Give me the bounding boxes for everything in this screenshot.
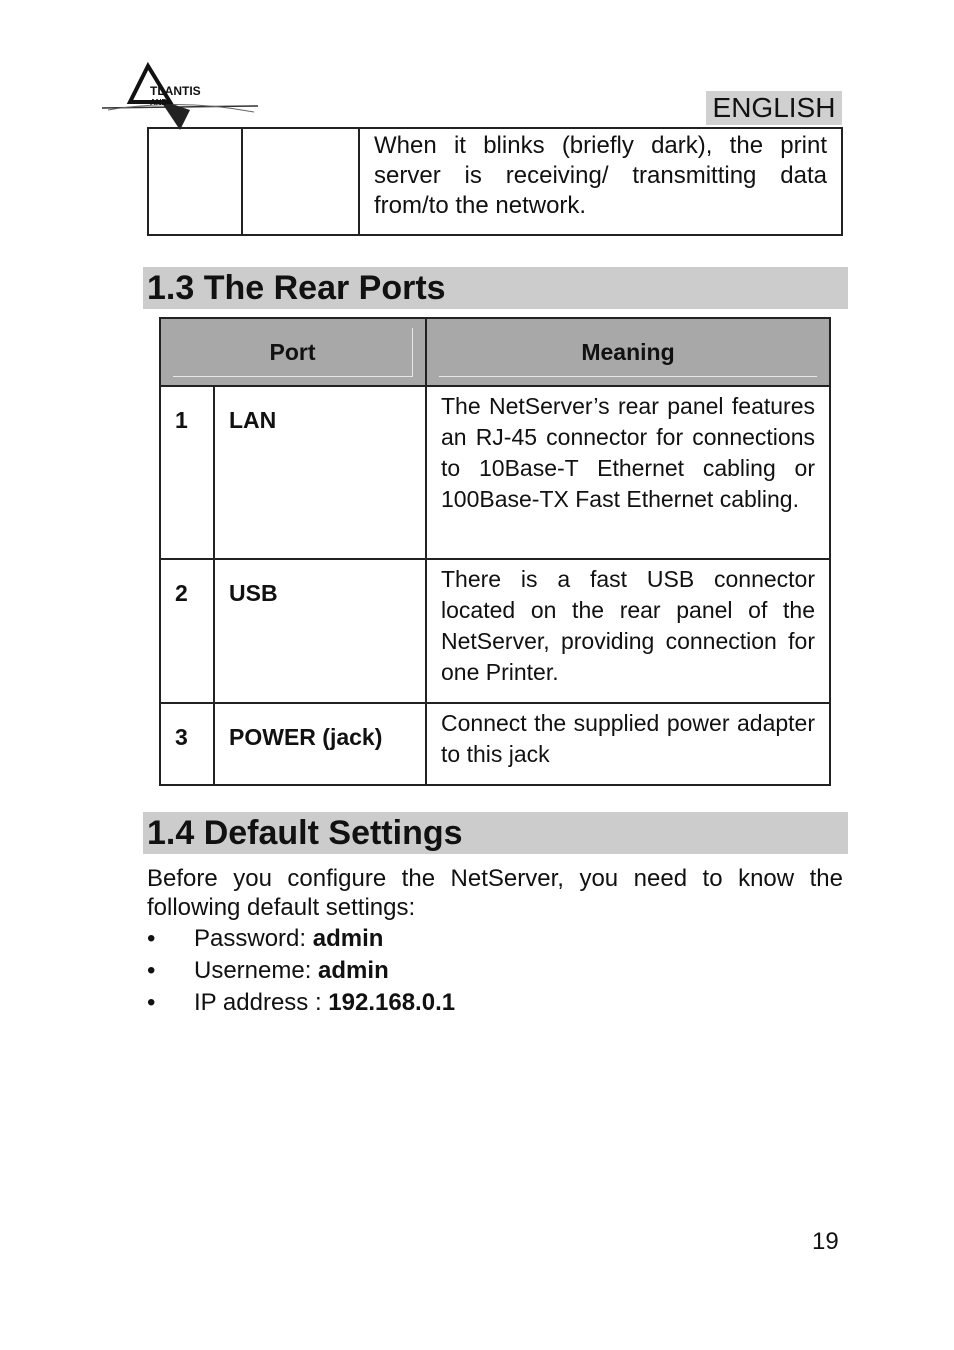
bullet-icon: • — [147, 925, 156, 952]
setting-label: IP address : — [194, 989, 329, 1016]
bullet-icon: • — [147, 957, 156, 984]
list-item — [147, 955, 455, 987]
section-heading-default-settings: 1.4 Default Settings — [143, 812, 848, 854]
setting-value: 192.168.0.1 — [328, 989, 456, 1016]
table-row — [160, 386, 830, 559]
rear-ports-table — [159, 317, 831, 786]
setting-label: Userneme: — [194, 957, 319, 984]
port-name: LAN — [214, 386, 426, 559]
table-row — [160, 703, 830, 785]
empty-cell — [148, 128, 242, 235]
port-meaning: The NetServer’s rear panel features an RJ-45 connector for connections to 10Base-T Ethernet cabling or 100Base-TX Fast Ethernet cabling. — [426, 386, 830, 559]
default-settings-list — [147, 923, 455, 1019]
column-header-port: Port — [160, 318, 426, 386]
column-header-meaning: Meaning — [426, 318, 830, 386]
port-number: 1 — [160, 386, 214, 559]
bullet-icon: • — [147, 989, 156, 1016]
port-meaning: There is a fast USB connector located on the rear panel of the NetServer, providing connection for one Printer. — [426, 559, 830, 703]
continued-table — [147, 127, 843, 236]
svg-text:TLANTIS: TLANTIS — [150, 84, 201, 98]
language-label: ENGLISH — [706, 91, 842, 125]
port-name: POWER (jack) — [214, 703, 426, 785]
setting-value: admin — [318, 957, 389, 984]
setting-label: Password: — [194, 925, 313, 952]
continued-table-text: When it blinks (briefly dark), the print server is receiving/ transmitting data from/to the network. — [359, 128, 842, 235]
page-number: 19 — [812, 1228, 839, 1255]
port-meaning: Connect the supplied power adapter to this jack — [426, 703, 830, 785]
svg-text:AND: AND — [150, 98, 168, 107]
setting-value: admin — [312, 925, 384, 952]
port-number: 3 — [160, 703, 214, 785]
port-number: 2 — [160, 559, 214, 703]
intro-paragraph: Before you configure the NetServer, you need to know the following default settings: — [147, 865, 843, 921]
list-item — [147, 923, 455, 955]
list-item — [147, 987, 455, 1019]
port-name: USB — [214, 559, 426, 703]
empty-cell — [242, 128, 359, 235]
atlantis-logo — [100, 62, 260, 134]
table-row — [160, 559, 830, 703]
section-heading-rear-ports: 1.3 The Rear Ports — [143, 267, 848, 309]
